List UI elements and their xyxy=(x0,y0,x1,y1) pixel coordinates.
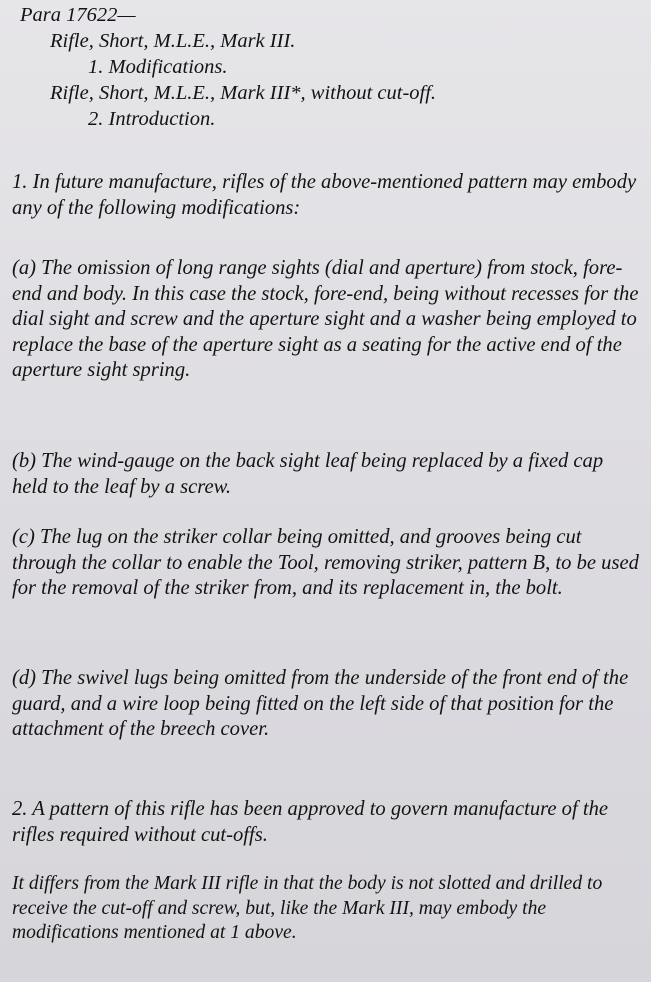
header-rifle-mark-iii: Rifle, Short, M.L.E., Mark III. xyxy=(50,30,296,52)
paragraph-b xyxy=(12,449,640,500)
header-introduction: 2. Introduction. xyxy=(88,108,216,130)
header-modifications: 1. Modifications. xyxy=(88,56,228,78)
paragraph-b-text: (b) The wind-gauge on the back sight leaf being replaced by a fixed cap held to the leaf by a screw. xyxy=(12,450,604,498)
paragraph-2-text: 2. A pattern of this rifle has been approved to govern manufacture of the rifles required without cut-offs. xyxy=(12,798,609,846)
paragraph-a xyxy=(12,256,640,384)
header-rifle-mark-iii-star: Rifle, Short, M.L.E., Mark III*, without cut-off. xyxy=(50,82,437,104)
paragraph-a-text: (a) The omission of long range sights (dial and aperture) from stock, fore-end and body. In this case the stock, fore-end, being without recesses for the dial sight and screw and the aperture sight and a washer being employed to replace the base of the aperture sight as a seating for the active end of the aperture sight spring. xyxy=(12,257,639,382)
paragraph-intro xyxy=(12,170,640,221)
paragraph-2 xyxy=(12,797,640,848)
paragraph-3-text: It differs from the Mark III rifle in that the body is not slotted and drilled to receive the cut-off and screw, but, like the Mark III, may embody the modifications mentioned at 1 above. xyxy=(12,873,603,943)
paragraph-d xyxy=(12,666,640,743)
para-number: Para 17622— xyxy=(20,4,136,26)
paragraph-intro-text: 1. In future manufacture, rifles of the above-mentioned pattern may embody any of the following modifications: xyxy=(12,171,637,219)
paragraph-d-text: (d) The swivel lugs being omitted from the underside of the front end of the guard, and a wire loop being fitted on the left side of that position for the attachment of the breech cover. xyxy=(12,667,629,741)
paragraph-c-text: (c) The lug on the striker collar being omitted, and grooves being cut through the collar to enable the Tool, removing striker, pattern B, to be used for the removal of the striker from, and its replacement in, the bolt. xyxy=(12,526,639,600)
paragraph-c xyxy=(12,525,640,602)
paragraph-header xyxy=(0,2,651,132)
paragraph-3 xyxy=(12,872,640,946)
